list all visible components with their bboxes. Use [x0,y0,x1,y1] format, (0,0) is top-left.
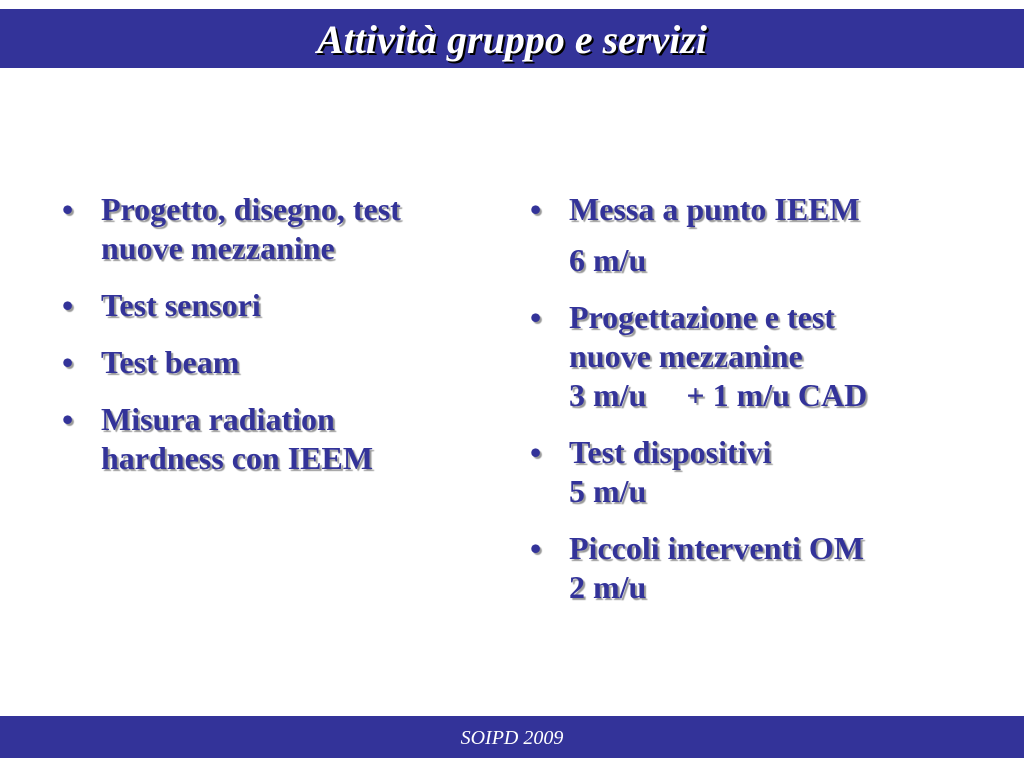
bullet-icon: • [530,191,542,227]
bullet-icon: • [530,299,542,335]
slide-title: Attività gruppo e servizi [317,17,707,62]
bullet-icon: • [62,191,74,227]
list-item-text: nuove mezzanine [569,338,803,374]
list-item [530,529,1000,607]
right-bullet-list [530,190,1000,625]
list-item-text: nuove mezzanine [101,230,335,266]
list-item [530,433,1000,511]
slide-footer: SOIPD 2009 [460,727,564,749]
list-item [530,298,1000,415]
list-item-text: 3 m/u + 1 m/u CAD [569,377,868,413]
list-item [62,190,492,268]
list-item-text: Test beam [101,344,240,380]
list-item-text: 5 m/u [569,473,647,509]
bullet-icon: • [530,434,542,470]
list-item [62,343,492,382]
list-item-text: 2 m/u [569,569,647,605]
list-item-text: Progettazione e test [569,299,835,335]
list-item-text: hardness con IEEM [101,440,374,476]
list-item-text: Test sensori [101,287,261,323]
bullet-icon: • [62,401,74,437]
left-bullet-list [62,190,492,496]
list-item-subline: 6 m/u [569,242,647,278]
list-item-text: Messa a punto IEEM [569,191,860,227]
list-item-text: Test dispositivi [569,434,772,470]
list-item [62,286,492,325]
bullet-icon: • [62,344,74,380]
bullet-icon: • [530,530,542,566]
list-item-text: Misura radiation [101,401,335,437]
list-item [530,190,1000,229]
list-item-text: Progetto, disegno, test [101,191,401,227]
list-item-text: Piccoli interventi OM [569,530,865,566]
list-item [62,400,492,478]
bullet-icon: • [62,287,74,323]
